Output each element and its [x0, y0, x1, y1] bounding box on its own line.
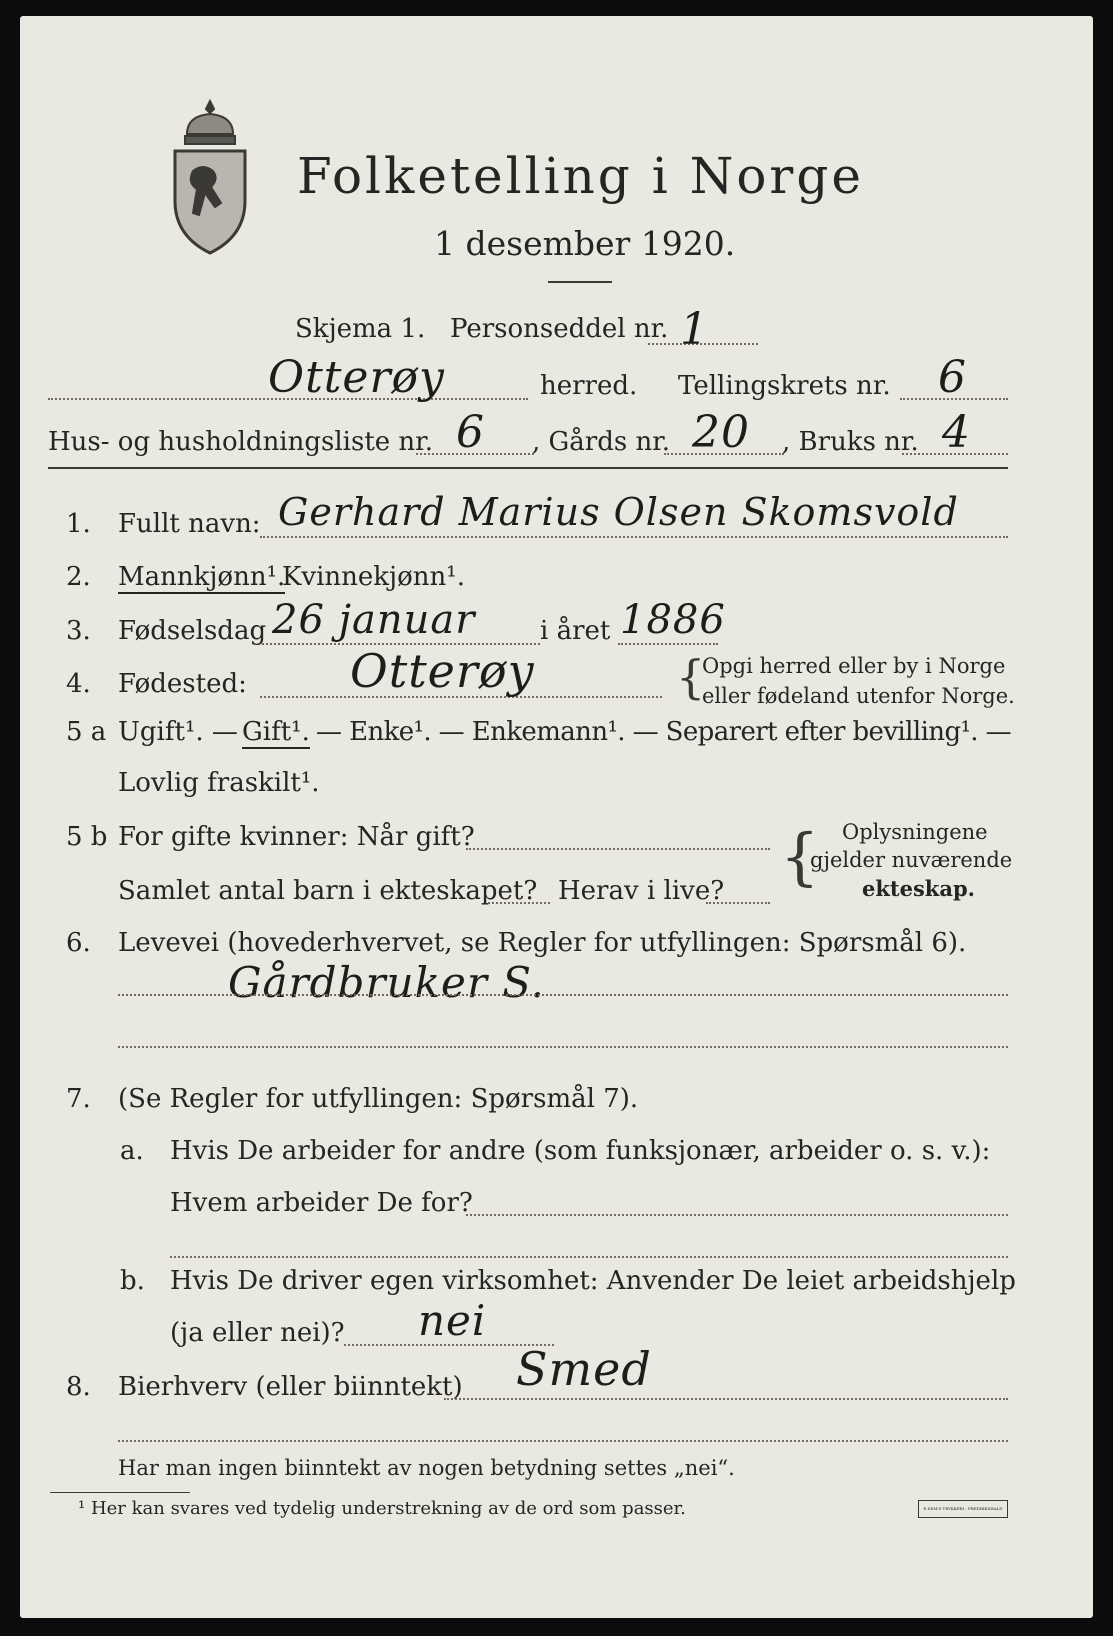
q8-label: Bierhverv (eller biinntekt) — [118, 1372, 463, 1402]
q3-year-label: i året — [540, 616, 611, 646]
herred-value[interactable]: Otterøy — [268, 352, 445, 403]
q5a-ugift-option[interactable]: Ugift¹. — — [118, 717, 238, 747]
q8-value[interactable]: Smed — [516, 1342, 652, 1396]
q3-year-line — [618, 643, 718, 645]
q5b-note-line1: Oplysningene — [842, 820, 988, 844]
q7a-employer-line — [466, 1214, 1008, 1216]
q6-value[interactable]: Gårdbruker S. — [228, 958, 545, 1007]
q5a-fraskilt-option[interactable]: Lovlig fraskilt¹. — [118, 768, 320, 798]
q5a-number: 5 a — [66, 717, 107, 747]
husliste-label: Hus- og husholdningsliste nr. — [48, 427, 434, 457]
q3-number: 3. — [66, 616, 91, 646]
q6-line2 — [118, 1046, 1008, 1048]
q5b-married-line — [466, 848, 770, 850]
census-form-sheet — [20, 16, 1093, 1618]
title-divider — [548, 281, 612, 283]
q5b-note-line3: ekteskap. — [862, 876, 975, 901]
biinntekt-note: Har man ingen biinntekt av nogen betydning settes „nei“. — [118, 1456, 735, 1480]
q8-number: 8. — [66, 1372, 91, 1402]
q7-label: (Se Regler for utfyllingen: Spørsmål 7). — [118, 1084, 639, 1114]
q7b-label: Hvis De driver egen virksomhet: Anvender De leiet arbeidshjelp — [170, 1266, 1016, 1296]
q5b-children-line — [488, 902, 550, 904]
personseddel-label: Personseddel nr. — [450, 314, 669, 344]
gards-value[interactable]: 20 — [692, 407, 750, 458]
q1-value[interactable]: Gerhard Marius Olsen Skomsvold — [278, 490, 959, 534]
bruks-value[interactable]: 4 — [942, 407, 971, 458]
q4-note-line1: Opgi herred eller by i Norge — [702, 654, 1006, 678]
q5b-note-line2: gjelder nuværende — [810, 848, 1013, 872]
norwegian-coat-of-arms-icon — [165, 96, 255, 256]
q2-male-underline: Mannkjønn¹. — [118, 562, 286, 592]
q8-line — [444, 1398, 1008, 1400]
footnote-divider — [50, 1492, 190, 1493]
q7a-label: Hvis De arbeider for andre (som funksjonær, arbeider o. s. v.): — [170, 1136, 991, 1166]
q4-note-line2: eller fødeland utenfor Norge. — [702, 684, 1015, 708]
q1-line — [260, 536, 1008, 538]
q2-male-option[interactable] — [118, 564, 285, 590]
printer-mark — [918, 1500, 1008, 1518]
q7a-employer-label: Hvem arbeider De for? — [170, 1188, 473, 1218]
q5a-other-options[interactable]: — Enke¹. — Enkemann¹. — Separert efter bevilling¹. — — [316, 717, 1012, 747]
gards-label: , Gårds nr. — [532, 427, 671, 457]
census-date: 1 desember 1920. — [434, 224, 736, 263]
q5a-gift-underline: Gift¹. — [242, 717, 310, 747]
q5b-number: 5 b — [66, 822, 108, 852]
q4-note-brace: { — [676, 650, 706, 704]
header-divider — [48, 467, 1008, 469]
q3-label: Fødselsdag — [118, 616, 267, 646]
printer-mark-text: E.SEM'S TRYKKERI · FREDRIKSHALD — [923, 1506, 1003, 1511]
tellingskrets-value[interactable]: 6 — [938, 352, 967, 403]
q4-number: 4. — [66, 669, 91, 699]
q5b-married-label: For gifte kvinner: Når gift? — [118, 822, 475, 852]
q1-label: Fullt navn: — [118, 509, 261, 539]
q5b-alive-line — [706, 902, 770, 904]
q5b-note-brace: { — [780, 820, 820, 893]
q1-number: 1. — [66, 509, 91, 539]
tellingskrets-label: Tellingskrets nr. — [678, 371, 891, 401]
q2-number: 2. — [66, 562, 91, 592]
q7b-letter: b. — [120, 1266, 145, 1296]
bruks-label: , Bruks nr. — [782, 427, 919, 457]
skjema-label: Skjema 1. — [295, 314, 426, 344]
q7a-extra-line — [170, 1256, 1008, 1258]
q6-number: 6. — [66, 928, 91, 958]
page-title: Folketelling i Norge — [297, 147, 864, 205]
q8-extra-line — [118, 1440, 1008, 1442]
q6-label: Levevei (hovederhvervet, se Regler for utfyllingen: Spørsmål 6). — [118, 928, 967, 958]
q2-female-option[interactable]: Kvinnekjønn¹. — [282, 562, 465, 592]
q4-value[interactable]: Otterøy — [350, 644, 535, 698]
q3-day-value[interactable]: 26 januar — [272, 597, 476, 643]
footnote: ¹ Her kan svares ved tydelig understrekning av de ord som passer. — [78, 1498, 686, 1519]
q7b-value[interactable]: nei — [418, 1296, 487, 1345]
q7b-yesno-label: (ja eller nei)? — [170, 1318, 345, 1348]
q5a-gift-option[interactable] — [242, 719, 310, 745]
q7-number: 7. — [66, 1084, 91, 1114]
herred-label: herred. — [540, 371, 638, 401]
q6-line1 — [118, 994, 1008, 996]
q3-year-value[interactable]: 1886 — [620, 597, 726, 643]
personseddel-value[interactable]: 1 — [680, 304, 709, 355]
husliste-value[interactable]: 6 — [456, 407, 485, 458]
q4-label: Fødested: — [118, 669, 247, 699]
q7a-letter: a. — [120, 1136, 144, 1166]
q5b-children-label: Samlet antal barn i ekteskapet? — [118, 876, 538, 906]
q5b-alive-label: Herav i live? — [558, 876, 725, 906]
